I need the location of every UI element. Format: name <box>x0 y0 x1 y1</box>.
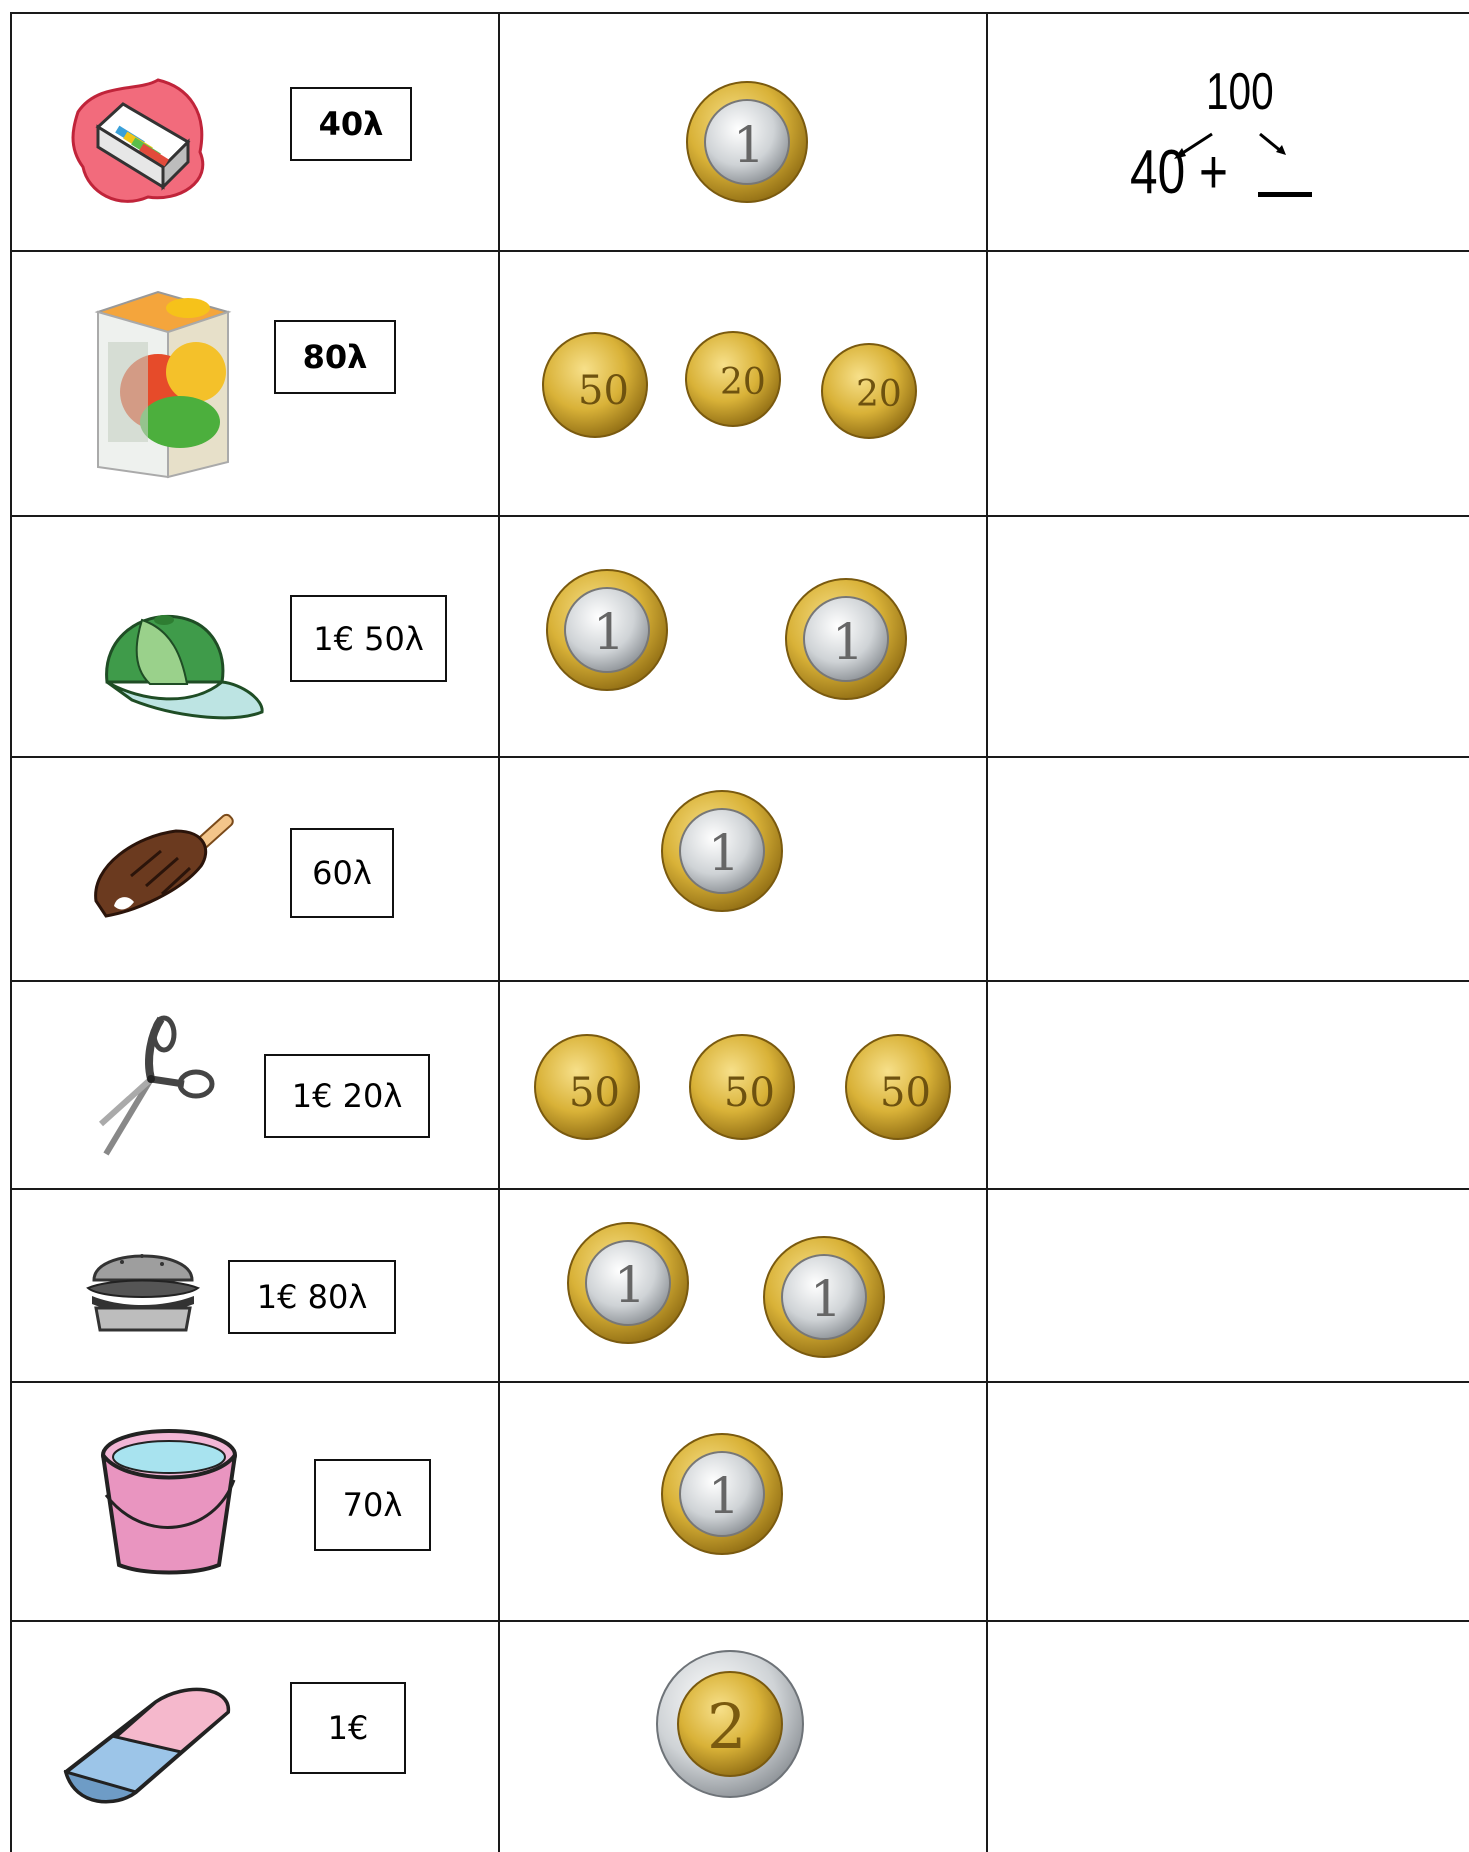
green-cap-icon <box>102 612 270 724</box>
fifty-cent-coin-icon <box>688 1032 796 1142</box>
crayons-box-icon <box>68 72 218 212</box>
fifty-cent-coin-icon <box>542 330 648 440</box>
one-euro-coin-icon <box>685 80 809 204</box>
fifty-cent-coin-icon <box>844 1032 952 1142</box>
table-row <box>0 1383 1469 1620</box>
svg-text:2: 2 <box>707 1690 747 1763</box>
table-row <box>0 1622 1469 1852</box>
table-row <box>0 517 1469 756</box>
hint-part: 40 <box>1130 138 1186 207</box>
one-euro-coin-icon <box>660 788 784 914</box>
price-tag: 70λ <box>314 1459 431 1551</box>
hamburger-icon <box>82 1238 204 1336</box>
svg-text:1: 1 <box>708 1467 740 1525</box>
svg-text:20: 20 <box>720 362 766 403</box>
twenty-cent-coin-icon <box>684 330 782 428</box>
fifty-cent-coin-icon <box>533 1032 641 1142</box>
hint-operator: + <box>1198 138 1228 207</box>
svg-text:50: 50 <box>569 1070 620 1116</box>
one-euro-coin-icon <box>762 1234 886 1360</box>
svg-text:1: 1 <box>810 1270 842 1328</box>
ice-cream-bar-icon <box>86 806 238 922</box>
svg-text:1: 1 <box>832 613 864 671</box>
pink-bucket-icon <box>94 1425 244 1575</box>
price-tag: 1€ 50λ <box>290 595 447 682</box>
twenty-cent-coin-icon <box>820 342 918 440</box>
table-row <box>0 1190 1469 1381</box>
svg-text:1: 1 <box>593 603 625 661</box>
subtraction-hint <box>1110 52 1310 222</box>
price-tag: 80λ <box>274 320 396 394</box>
price-tag: 1€ 80λ <box>228 1260 396 1334</box>
one-euro-coin-icon <box>784 577 908 701</box>
eraser-icon <box>56 1682 234 1812</box>
table-row <box>0 758 1469 980</box>
table-row <box>0 252 1469 515</box>
hint-equation <box>1130 137 1228 208</box>
svg-text:1: 1 <box>733 116 765 174</box>
svg-text:50: 50 <box>578 368 629 414</box>
juice-carton-icon <box>88 282 233 482</box>
svg-text:1: 1 <box>614 1256 646 1314</box>
scissors-icon <box>96 1014 218 1162</box>
svg-text:1: 1 <box>708 824 740 882</box>
svg-text:50: 50 <box>724 1070 775 1116</box>
svg-text:50: 50 <box>880 1070 931 1116</box>
two-euro-coin-icon <box>655 1648 805 1800</box>
one-euro-coin-icon <box>660 1431 784 1557</box>
table-row <box>0 12 1469 250</box>
answer-blank[interactable] <box>1258 192 1312 197</box>
one-euro-coin-icon <box>545 567 669 693</box>
one-euro-coin-icon <box>566 1220 690 1346</box>
price-tag: 40λ <box>290 87 412 161</box>
table-row <box>0 982 1469 1188</box>
hint-total: 100 <box>1206 63 1274 121</box>
price-tag: 60λ <box>290 828 394 918</box>
price-tag: 1€ <box>290 1682 406 1774</box>
price-tag: 1€ 20λ <box>264 1054 430 1138</box>
svg-text:20: 20 <box>856 374 902 415</box>
